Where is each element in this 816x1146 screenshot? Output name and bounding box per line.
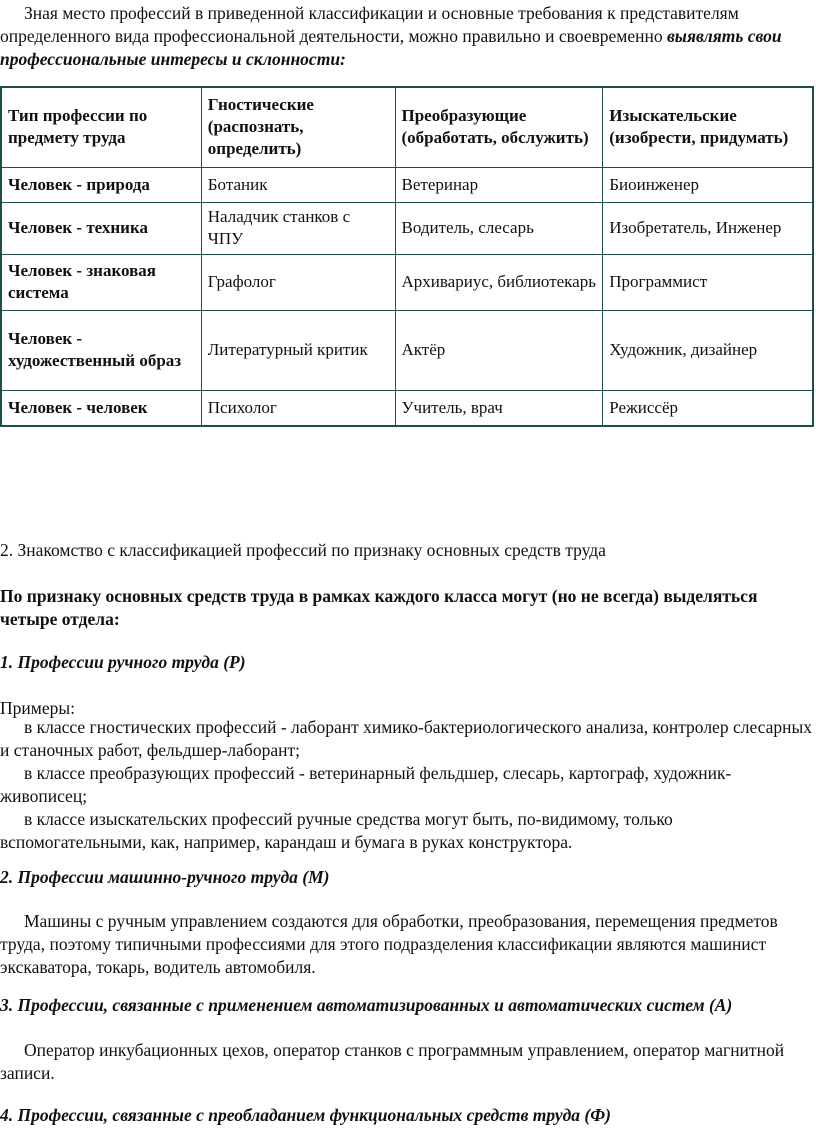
table-row xyxy=(1,254,813,310)
header-cell: Преобразующие (обработать, обслужить) xyxy=(395,87,603,167)
header-cell: Тип профессии по предмету труда xyxy=(1,87,201,167)
table-cell: Водитель, слесарь xyxy=(395,202,603,254)
dept-1-heading: 1. Профессии ручного труда (Р) xyxy=(0,652,246,672)
table-cell: Изобретатель, Инженер xyxy=(603,202,813,254)
table-cell: Режиссёр xyxy=(603,390,813,426)
table-row xyxy=(1,167,813,202)
example-item: в классе изыскательских профессий ручные средства могут быть, по-видимому, только вспомогательными, как, например, карандаш и бумага в руках конструктора. xyxy=(0,809,673,852)
row-type-cell: Человек - знаковая система xyxy=(1,254,201,310)
profession-table xyxy=(0,86,814,427)
table-header-row xyxy=(1,87,813,167)
table-cell: Актёр xyxy=(395,310,603,390)
table-cell: Программист xyxy=(603,254,813,310)
dept-4-heading: 4. Профессии, связанные с преобладанием функциональных средств труда (Ф) xyxy=(0,1105,611,1125)
row-type-cell: Человек - человек xyxy=(1,390,201,426)
dept-2-text: Машины с ручным управлением создаются для обработки, преобразования, перемещения предметов труда, поэтому типичными профессиями для этого подразделения классификации являются машинист экскаватора, токарь, водитель автомобиля. xyxy=(0,911,778,977)
intro-paragraph xyxy=(0,2,812,71)
header-cell: Гностические (распознать, определить) xyxy=(201,87,395,167)
header-cell: Изыскательские (изобрести, придумать) xyxy=(603,87,813,167)
table-cell: Ветеринар xyxy=(395,167,603,202)
examples-label: Примеры: xyxy=(0,698,75,718)
section-2-lead: По признаку основных средств труда в рамках каждого класса могут (но не всегда) выделяться четыре отдела: xyxy=(0,586,758,629)
table-cell: Ботаник xyxy=(201,167,395,202)
table-cell: Графолог xyxy=(201,254,395,310)
table-row xyxy=(1,310,813,390)
dept-3-text: Оператор инкубационных цехов, оператор станков с программным управлением, оператор магнитной записи. xyxy=(0,1040,785,1083)
intro-emphasis: выявлять свои профессиональные интересы и склонности: xyxy=(0,26,782,69)
table-row xyxy=(1,202,813,254)
table-cell: Биоинженер xyxy=(603,167,813,202)
section-2-title: 2. Знакомство с классификацией профессий по признаку основных средств труда xyxy=(0,540,606,560)
row-type-cell: Человек - техника xyxy=(1,202,201,254)
table-row xyxy=(1,390,813,426)
row-type-cell: Человек - природа xyxy=(1,167,201,202)
dept-3-heading: 3. Профессии, связанные с применением автоматизированных и автоматических систем (А) xyxy=(0,995,733,1015)
table-cell: Художник, дизайнер xyxy=(603,310,813,390)
table-cell: Архивариус, библиотекарь xyxy=(395,254,603,310)
table-cell: Учитель, врач xyxy=(395,390,603,426)
row-type-cell: Человек - художественный образ xyxy=(1,310,201,390)
table-cell: Литературный критик xyxy=(201,310,395,390)
table-cell: Психолог xyxy=(201,390,395,426)
example-item: в классе гностических профессий - лаборант химико-бактериологического анализа, контролер слесарных и станочных работ, фельдшер-лаборант; xyxy=(0,717,813,760)
intro-text: Зная место профессий в приведенной классификации и основные требования к представителям определенного вида профессиональной деятельности, можно правильно и своевременно xyxy=(0,3,739,46)
table-cell: Наладчик станков с ЧПУ xyxy=(201,202,395,254)
dept-2-heading: 2. Профессии машинно-ручного труда (М) xyxy=(0,867,330,887)
example-item: в классе преобразующих профессий - ветеринарный фельдшер, слесарь, картограф, художник-живописец; xyxy=(0,763,732,806)
